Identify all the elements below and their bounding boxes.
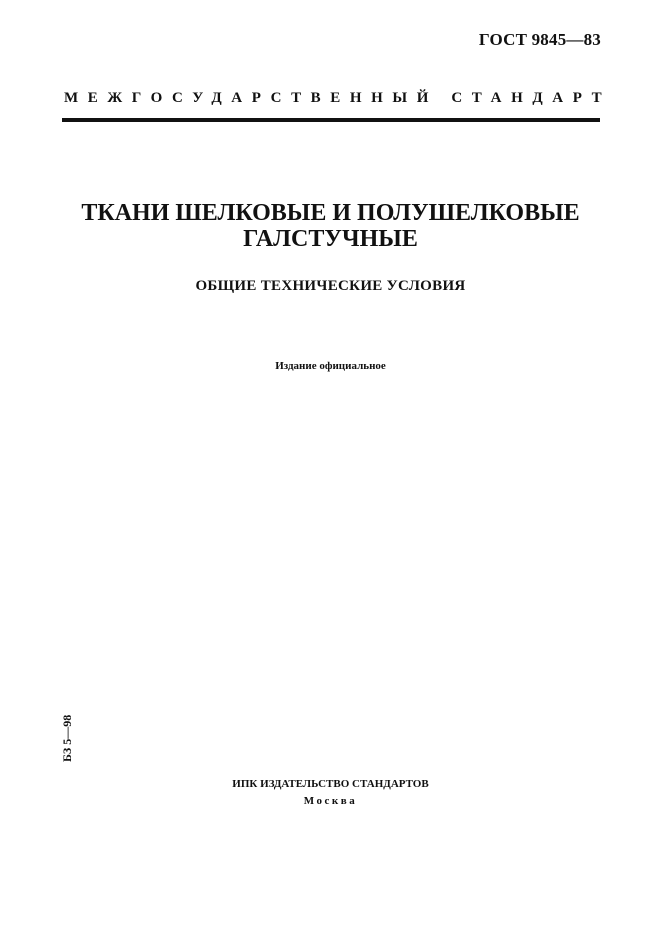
document-title-line2: ГАЛСТУЧНЫЕ [243, 226, 418, 252]
publisher-city: Москва [303, 795, 358, 807]
document-code: ГОСТ 9845—83 [478, 30, 601, 49]
edition-note: Издание официальное [275, 360, 386, 372]
header-rule [62, 118, 600, 122]
publisher-name: ИПК ИЗДАТЕЛЬСТВО СТАНДАРТОВ [232, 778, 429, 790]
document-title [40, 200, 621, 252]
standard-type-heading: МЕЖГОСУДАРСТВЕННЫЙ СТАНДАРТ [64, 90, 612, 106]
side-catalog-code: БЗ 5—98 [60, 714, 74, 762]
document-title-line1: ТКАНИ ШЕЛКОВЫЕ И ПОЛУШЕЛКОВЫЕ [81, 200, 580, 226]
document-subtitle: ОБЩИЕ ТЕХНИЧЕСКИЕ УСЛОВИЯ [195, 278, 466, 294]
